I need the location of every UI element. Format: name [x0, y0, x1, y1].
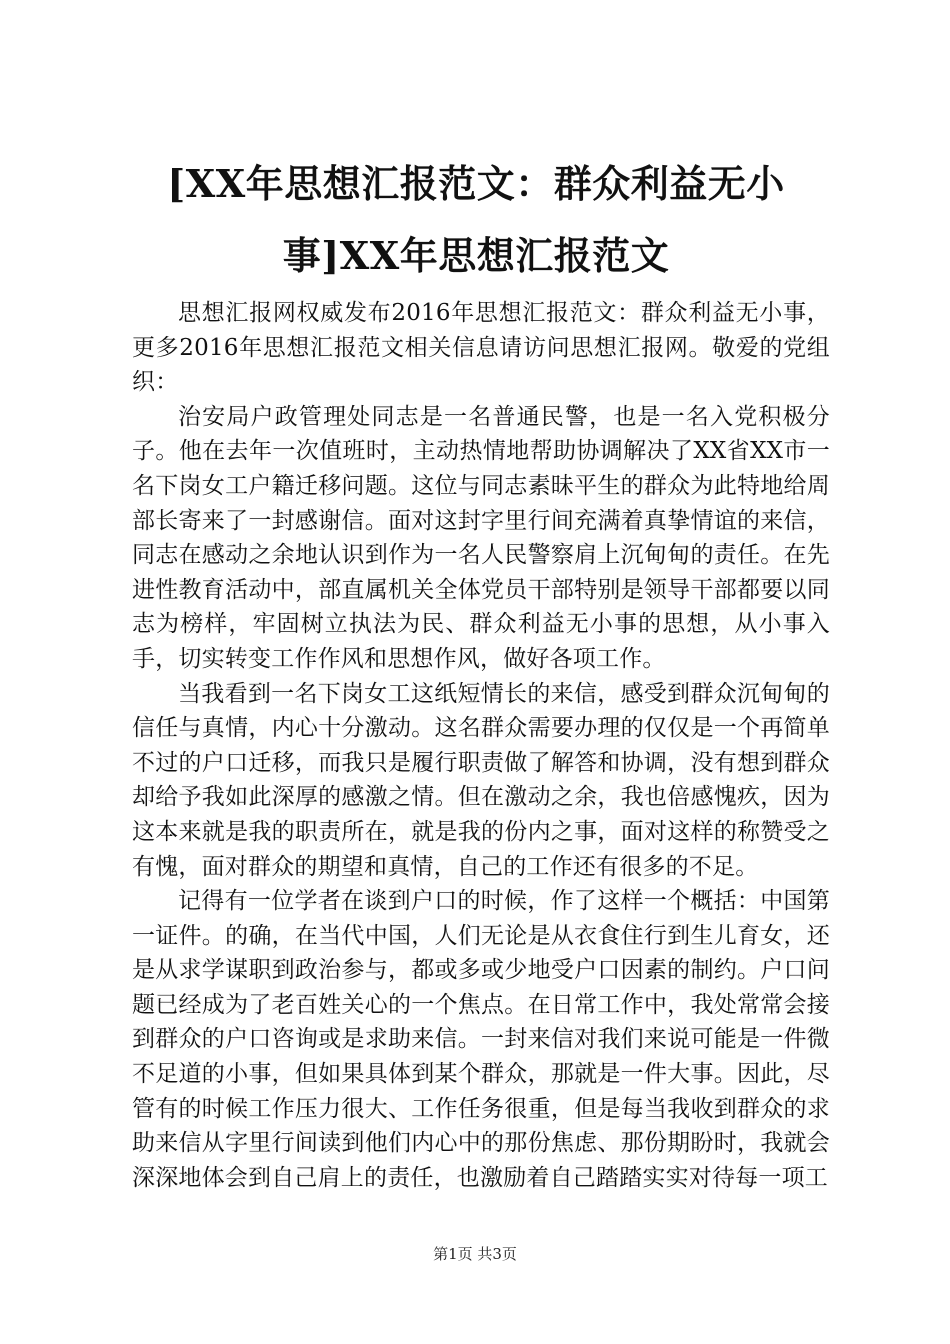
paragraph-intro: 思想汇报网权威发布2016年思想汇报范文：群众利益无小事，更多2016年思想汇报范文相关信息请访问思想汇报网。敬爱的党组织： [132, 300, 830, 396]
paragraph-background: 治安局户政管理处同志是一名普通民警，也是一名入党积极分子。他在去年一次值班时，主动热情地帮助协调解决了XX省XX市一名下岗女工户籍迁移问题。这位与同志素昧平生的群众为此特地给周部长寄来了一封感谢信。面对这封字里行间充满着真挚情谊的来信，同志在感动之余地认识到作为一名人民警察肩上沉甸甸的责任。在先进性教育活动中，部直属机关全体党员干部特别是领导干部都要以同志为榜样，牢固树立执法为民、群众利益无小事的思想，从小事入手，切实转变工作作风和思想作风，做好各项工作。 [132, 403, 830, 672]
paragraph-hukou: 记得有一位学者在谈到户口的时候，作了这样一个概括：中国第一证件。的确，在当代中国，人们无论是从衣食住行到生儿育女，还是从求学谋职到政治参与，都或多或少地受户口因素的制约。户口问题已经成为了老百姓关心的一个焦点。在日常工作中，我处常常会接到群众的户口咨询或是求助来信。一封来信对我们来说可能是一件微不足道的小事，但如果具体到某个群众，那就是一件大事。因此，尽管有的时候工作压力很大、工作任务很重，但是每当我收到群众的求助来信从字里行间读到他们内心中的那份焦虑、那份期盼时，我就会深深地体会到自己肩上的责任，也激励着自己踏踏实实对待每一项工 [132, 888, 830, 1191]
page-number: 第1页 共3页 [433, 1245, 517, 1263]
document-title: [XX年思想汇报范文：群众利益无小事]XX年思想汇报范文 [167, 161, 785, 278]
document-body [132, 296, 830, 1195]
paragraph-reflection: 当我看到一名下岗女工这纸短情长的来信，感受到群众沉甸甸的信任与真情，内心十分激动。这名群众需要办理的仅仅是一个再简单不过的户口迁移，而我只是履行职责做了解答和协调，没有想到群众却给予我如此深厚的感激之情。但在激动之余，我也倍感愧疚，因为这本来就是我的职责所在，就是我的份内之事，面对这样的称赞受之有愧，面对群众的期望和真情，自己的工作还有很多的不足。 [132, 680, 830, 880]
